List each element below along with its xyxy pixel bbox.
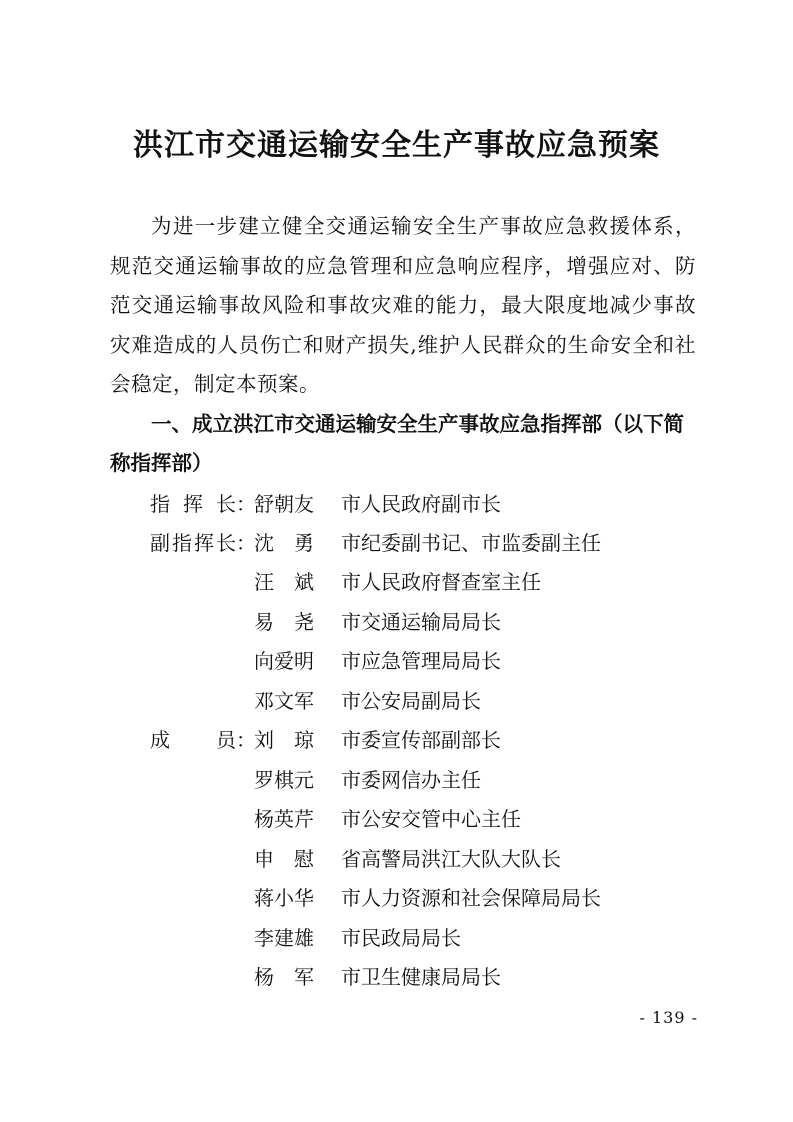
roster-name: 汪斌 bbox=[254, 570, 314, 594]
roster-post: 市人民政府副市长 bbox=[341, 492, 501, 516]
roster-name: 杨军 bbox=[254, 965, 314, 989]
roster-post: 市应急管理局局长 bbox=[341, 649, 501, 673]
roster-name: 李建雄 bbox=[254, 926, 314, 950]
roster-post: 市公安交管中心主任 bbox=[341, 807, 521, 831]
roster-name: 易尧 bbox=[254, 610, 314, 634]
roster-post: 市人力资源和社会保障局局长 bbox=[341, 886, 601, 910]
roster-post: 市公安局副局长 bbox=[341, 689, 481, 713]
roster-colon: ： bbox=[236, 492, 256, 516]
intro-paragraph: 为进一步建立健全交通运输安全生产事故应急救援体系，规范交通运输事故的应急管理和应急响应程序，增强应对、防范交通运输事故风险和事故灾难的能力，最大限度地减少事故灾难造成的人员伤亡和财产损失,维护人民群众的生命安全和社会稳定，制定本预案。 bbox=[110, 214, 696, 396]
roster-name: 杨英芹 bbox=[254, 807, 314, 831]
roster-colon: ： bbox=[236, 728, 256, 752]
roster-post: 市卫生健康局局长 bbox=[341, 965, 501, 989]
roster-name: 刘琼 bbox=[254, 728, 314, 752]
roster-post: 省高警局洪江大队大队长 bbox=[341, 847, 561, 871]
roster-name: 向爱明 bbox=[254, 649, 314, 673]
roster-post: 市民政局局长 bbox=[341, 926, 461, 950]
roster-name: 蒋小华 bbox=[254, 886, 314, 910]
roster-name: 申慰 bbox=[254, 847, 314, 871]
roster-name: 邓文军 bbox=[254, 689, 314, 713]
roster-role: 成员 bbox=[150, 728, 236, 752]
roster-post: 市人民政府督查室主任 bbox=[341, 570, 541, 594]
roster-post: 市纪委副书记、市监委副主任 bbox=[341, 531, 601, 555]
roster-post: 市委网信办主任 bbox=[341, 768, 481, 792]
roster-name: 沈勇 bbox=[254, 531, 314, 555]
roster-post: 市委宣传部副部长 bbox=[341, 728, 501, 752]
roster-name: 罗棋元 bbox=[254, 768, 314, 792]
page-number: - 139 - bbox=[639, 1008, 698, 1027]
document-title: 洪江市交通运输安全生产事故应急预案 bbox=[133, 128, 660, 163]
roster-role: 指挥长 bbox=[150, 492, 236, 516]
roster-name: 舒朝友 bbox=[254, 492, 314, 516]
roster-colon: ： bbox=[236, 531, 256, 555]
roster-role: 副指挥长 bbox=[150, 531, 236, 555]
roster-post: 市交通运输局局长 bbox=[341, 610, 501, 634]
section-1-heading: 一、成立洪江市交通运输安全生产事故应急指挥部（以下简称指挥部） bbox=[110, 412, 684, 475]
